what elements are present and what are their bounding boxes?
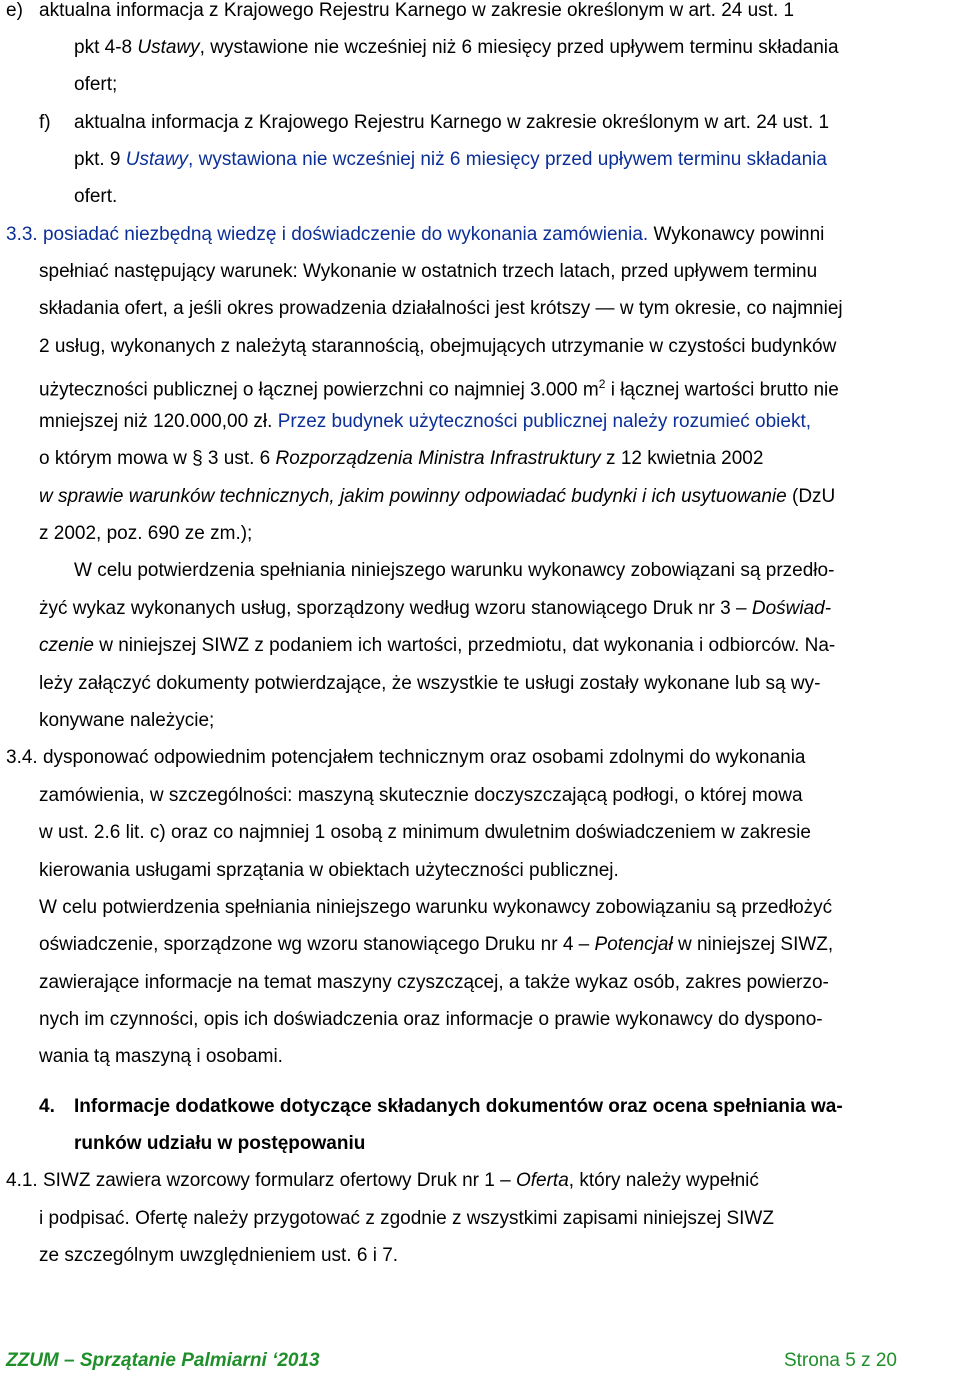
item-e-text-1: aktualna informacja z Krajowego Rejestru Karnego w zakresie określonym w art. 24 ust. 1 — [39, 0, 795, 21]
section-3-4-p2-line5: wania tą maszyną i osobami. — [39, 1046, 283, 1067]
section-4-1-text-1a: 4.1. SIWZ zawiera wzorcowy formularz ofertowy Druk nr 1 – — [6, 1170, 516, 1191]
section-3-4-p2-text-2a: oświadczenie, sporządzone wg wzoru stanowiącego Druku nr 4 – — [39, 934, 595, 955]
section-3-3-text-7a: o którym mowa w § 3 ust. 6 — [39, 448, 276, 469]
section-3-3-p2-text-2a: żyć wykaz wykonanych usług, sporządzony według wzoru stanowiącego Druk nr 3 – — [39, 598, 752, 619]
section-3-3-text-6a: mniejszej niż 120.000,00 zł. — [39, 411, 273, 432]
item-f-text-2c: , wystawiona nie wcześniej niż 6 miesięcy przed upływem terminu składania — [188, 149, 827, 170]
item-f-line1: aktualna informacja z Krajowego Rejestru Karnego w zakresie określonym w art. 24 ust. 1 — [74, 112, 830, 133]
section-3-3-p2-line4: leży załączyć dokumenty potwierdzające, że wszystkie te usługi zostały wykonane lub są wy- — [39, 673, 821, 694]
footer-page-number: Strona 5 z 20 — [783, 1350, 897, 1371]
item-f-text-2a: pkt. 9 — [74, 149, 126, 170]
section-3-3-line4: 2 usług, wykonanych z należytą starannością, obejmujących utrzymanie w czystości budynków — [39, 336, 837, 357]
section-4-1-line2: i podpisać. Ofertę należy przygotować z zgodnie z wszystkimi zapisami niniejszej SIWZ — [39, 1208, 774, 1229]
item-e-ustawy: Ustawy — [137, 37, 200, 58]
form-name-oferta: Oferta — [515, 1170, 569, 1191]
section-3-3-p2-line1: W celu potwierdzenia spełniania niniejszego warunku wykonawcy zobowiązani są przedło- — [74, 560, 835, 581]
section-3-3-p2-line3 — [39, 635, 835, 657]
section-3-4-line1: 3.4. dysponować odpowiednim potencjałem technicznym oraz osobami zdolnymi do wykonania — [6, 747, 806, 768]
section-4-heading-line1: Informacje dodatkowe dotyczące składanych dokumentów oraz ocena spełniania wa- — [74, 1096, 843, 1117]
section-3-4-line4: kierowania usługami sprzątania w obiektach użyteczności publicznej. — [39, 860, 619, 881]
item-f-line3: ofert. — [74, 186, 118, 207]
section-3-3-line2: spełniać następujący warunek: Wykonanie w ostatnich trzech latach, przed upływem terminu — [39, 261, 818, 282]
section-3-4-p2-line2 — [39, 934, 833, 956]
section-3-3-p2-line5: konywane należycie; — [39, 710, 215, 731]
item-e-text-2c: , wystawione nie wcześniej niż 6 miesięcy przed upływem terminu składania — [199, 37, 839, 58]
item-e-line1 — [39, 0, 955, 22]
form-name-potencjal: Potencjał — [594, 934, 673, 955]
section-3-3-lead: 3.3. posiadać niezbędną wiedzę i doświadczenie do wykonania zamówienia. — [6, 224, 649, 245]
list-marker-e: e) — [6, 0, 23, 21]
form-name-doswiadczenie: Doświad- — [751, 598, 832, 619]
item-e-text-2a: pkt 4-8 — [74, 37, 138, 58]
section-3-3-text-5a: użyteczności publicznej o łącznej powierzchni co najmniej 3.000 m — [39, 379, 599, 401]
section-3-3-line1 — [6, 224, 824, 246]
section-3-3-text-8b: (DzU — [786, 486, 836, 507]
section-3-4-line2: zamówienia, w szczególności: maszyną skutecznie doczyszczającą podłogi, o której mowa — [39, 785, 803, 806]
item-f-ustawy: Ustawy — [125, 149, 189, 170]
section-4-number: 4. — [39, 1096, 55, 1117]
section-3-4-line3: w ust. 2.6 lit. c) oraz co najmniej 1 osobą z minimum dwuletnim doświadczeniem w zakresie — [39, 822, 811, 843]
section-4-1-line3: ze szczególnym uwzględnieniem ust. 6 i 7. — [39, 1245, 399, 1266]
section-3-3-line3: składania ofert, a jeśli okres prowadzenia działalności jest krótszy — w tym okresie, co najmniej — [39, 298, 843, 319]
item-f-line2 — [74, 149, 827, 171]
list-marker-f: f) — [39, 112, 51, 133]
unit-superscript: 2 — [598, 377, 606, 391]
section-4-heading-line2: runków udziału w postępowaniu — [74, 1133, 366, 1154]
section-3-4-p2-text-2c: w niniejszej SIWZ, — [672, 934, 834, 955]
section-3-3-text-7c: z 12 kwietnia 2002 — [600, 448, 764, 469]
section-4-1-text-1c: , który należy wypełnić — [568, 1170, 759, 1191]
section-3-3-text-6b: Przez budynek użyteczności publicznej należy rozumieć obiekt, — [272, 411, 812, 432]
section-3-3-lead-rest: Wykonawcy powinni — [648, 224, 825, 245]
section-3-3-p2-line2 — [39, 598, 831, 620]
section-3-3-line5 — [39, 373, 839, 401]
section-3-3-text-5b: i łącznej wartości brutto nie — [605, 379, 839, 401]
regulation-subject: w sprawie warunków technicznych, jakim powinny odpowiadać budynki i ich usytuowanie — [39, 486, 787, 507]
section-4-1-line1 — [6, 1170, 759, 1192]
section-3-4-p2-line4: nych im czynności, opis ich doświadczenia oraz informacje o prawie wykonawcy do dyspono- — [39, 1009, 823, 1030]
section-3-3-p2-text-3b: w niniejszej SIWZ z podaniem ich wartości, przedmiotu, dat wykonania i odbiorców. Na- — [93, 635, 836, 656]
section-3-3-line6 — [39, 411, 811, 433]
regulation-title: Rozporządzenia Ministra Infrastruktury — [275, 448, 601, 469]
footer-document-title: ZZUM – Sprzątanie Palmiarni ‘2013 — [6, 1350, 320, 1371]
item-e-line3: ofert; — [74, 74, 118, 95]
section-3-3-line9: z 2002, poz. 690 ze zm.); — [39, 523, 253, 544]
section-3-4-p2-line1: W celu potwierdzenia spełniania niniejszego warunku wykonawcy zobowiązaniu są przedłożyć — [39, 897, 833, 918]
section-3-3-line7 — [39, 448, 763, 470]
form-name-doswiadczenie-cont: czenie — [39, 635, 94, 656]
section-3-4-p2-line3: zawierające informacje na temat maszyny czyszczącej, a także wykaz osób, zakres powierzo- — [39, 972, 829, 993]
item-e-line2 — [74, 37, 839, 59]
section-3-3-line8 — [39, 486, 835, 508]
